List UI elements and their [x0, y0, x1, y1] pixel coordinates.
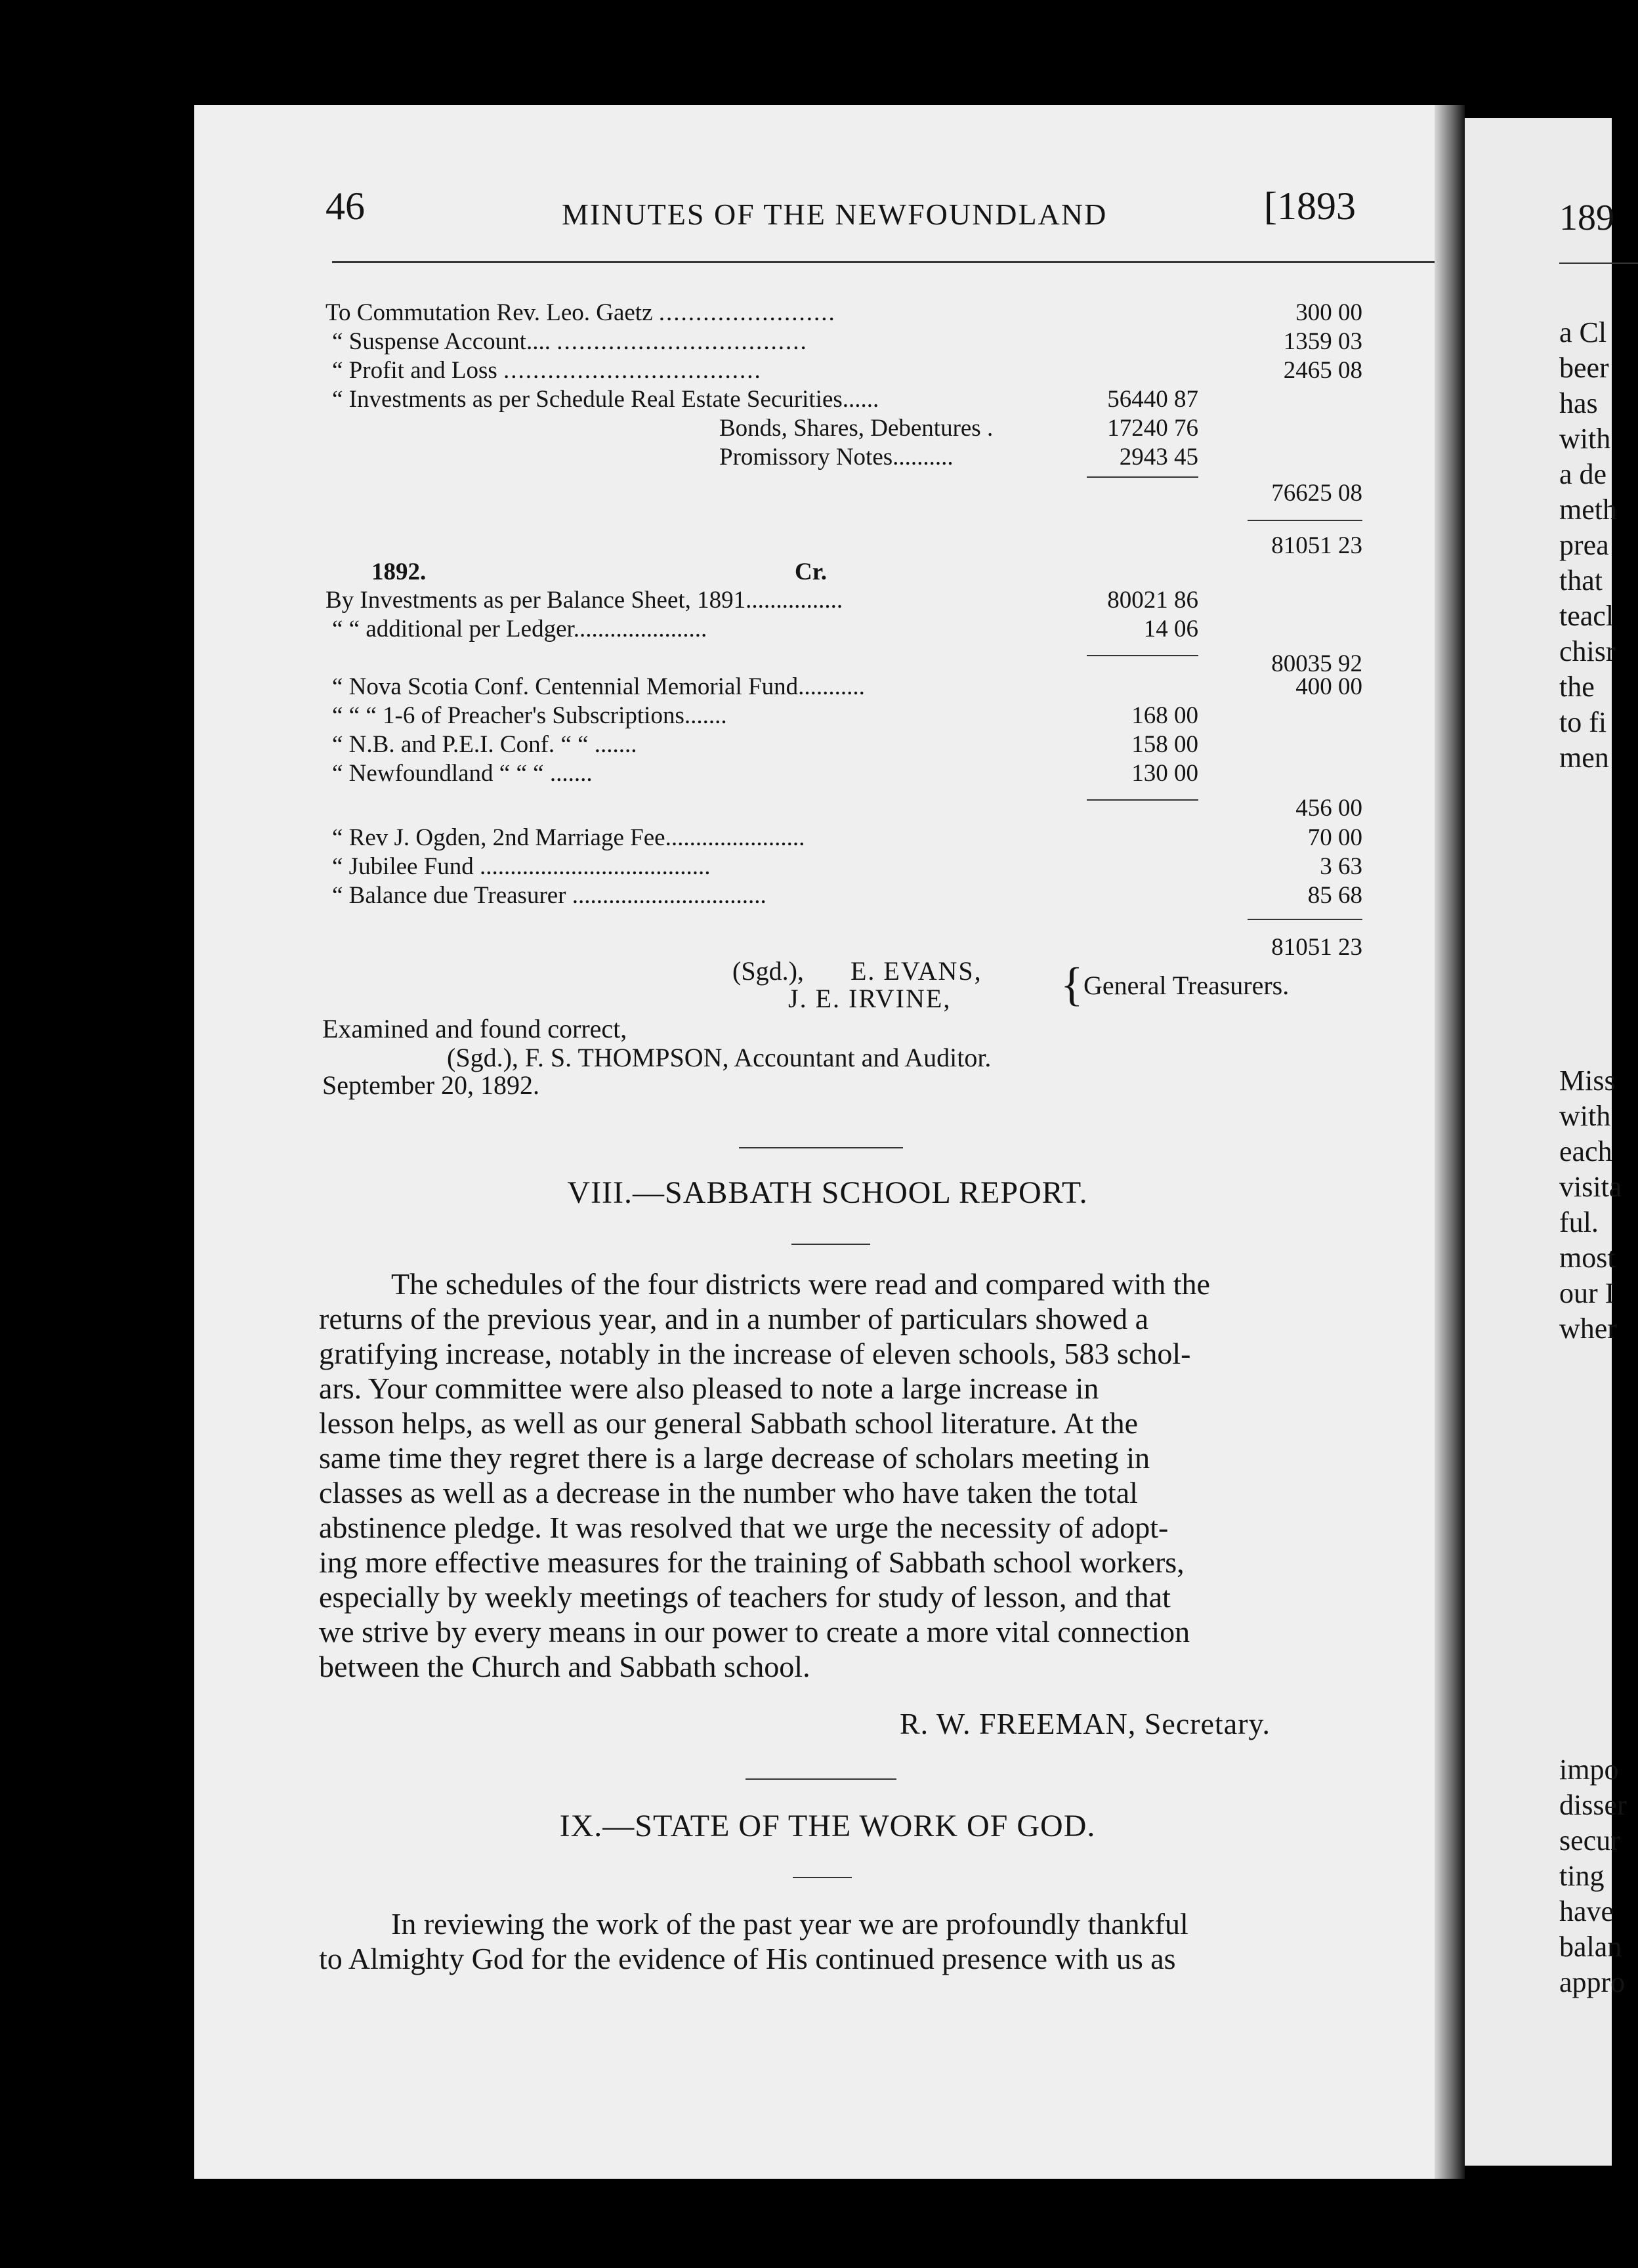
credit-amount: 158 00 — [1131, 731, 1198, 758]
preachers-total: 456 00 — [1295, 795, 1362, 822]
treasurer-name: E. EVANS, — [850, 956, 982, 986]
text-fragment: chisr — [1559, 635, 1616, 667]
credit-line: “ Balance due Treasurer ................................ — [332, 882, 766, 909]
total-rule — [1248, 520, 1362, 521]
text-line: especially by weekly meetings of teachers for study of lesson, and that — [319, 1580, 1171, 1614]
credit-line: “ N.B. and P.E.I. Conf. “ “ ....... — [332, 731, 637, 758]
cr-year: 1892. — [371, 558, 427, 585]
credit-line: “ “ additional per Ledger...................... — [332, 616, 707, 642]
section-heading: VIII.—SABBATH SCHOOL REPORT. — [567, 1175, 1088, 1210]
sabbath-report-paragraph — [319, 1267, 1553, 1684]
debit-total: 1359 03 — [1283, 328, 1362, 355]
right-page-block — [1559, 1752, 1627, 2000]
text-line: to Almighty God for the evidence of His continued presence with us as — [319, 1942, 1176, 1975]
book-gutter — [1435, 105, 1465, 2179]
debit-line: “ Suspense Account.... .................................. — [332, 328, 808, 355]
text-fragment: prea — [1559, 529, 1609, 561]
debit-total: 300 00 — [1295, 299, 1362, 326]
text-fragment: to fi — [1559, 706, 1607, 738]
text-fragment: balan — [1559, 1931, 1622, 1963]
debit-line: To Commutation Rev. Leo. Gaetz ........................ — [326, 299, 836, 326]
credit-line: “ Jubilee Fund ...................................... — [332, 853, 711, 880]
debit-grand-total: 81051 23 — [1271, 532, 1362, 559]
text-fragment: the — [1559, 671, 1595, 703]
header-rule — [1559, 262, 1638, 264]
cr-heading: Cr. — [795, 558, 827, 585]
text-line: gratifying increase, notably in the increase of eleven schools, 583 schol- — [319, 1337, 1191, 1370]
text-fragment: impo — [1559, 1754, 1619, 1786]
left-page — [194, 105, 1435, 2179]
section-heading: IX.—STATE OF THE WORK OF GOD. — [559, 1809, 1096, 1843]
work-of-god-paragraph — [319, 1906, 1553, 1976]
audit-line: Examined and found correct, — [322, 1014, 627, 1043]
sgd-mark: (Sgd.), — [732, 956, 804, 986]
text-line: In reviewing the work of the past year we are profoundly thankful — [391, 1907, 1188, 1941]
credit-line: “ “ “ 1-6 of Preacher's Subscriptions....... — [332, 702, 727, 729]
text-fragment: each — [1559, 1135, 1612, 1167]
credit-amount: 130 00 — [1131, 760, 1198, 787]
text-fragment: has — [1559, 387, 1598, 419]
text-line: same time they regret there is a large decrease of scholars meeting in — [319, 1441, 1150, 1475]
debit-line: “ Investments as per Schedule Real Estate Securities...... — [332, 386, 879, 413]
audit-date: September 20, 1892. — [322, 1070, 540, 1100]
text-fragment: most — [1559, 1242, 1616, 1274]
credit-grand-total: 81051 23 — [1271, 934, 1362, 961]
debit-total: 2465 08 — [1283, 357, 1362, 384]
treasurer-role: General Treasurers. — [1083, 971, 1290, 1000]
text-fragment: teacl — [1559, 600, 1614, 632]
section-signature: R. W. FREEMAN, Secretary. — [900, 1707, 1271, 1740]
investment-line: Bonds, Shares, Debentures . — [719, 415, 994, 442]
text-fragment: disser — [1559, 1789, 1627, 1821]
text-line: lesson helps, as well as our general Sabbath school literature. At the — [319, 1406, 1139, 1440]
credit-line: “ Rev J. Ogden, 2nd Marriage Fee....................... — [332, 824, 805, 851]
text-fragment: wher — [1559, 1312, 1617, 1345]
total-rule — [1248, 919, 1362, 920]
right-page-block — [1559, 315, 1617, 776]
page-number: 46 — [326, 184, 365, 228]
text-fragment: meth — [1559, 494, 1617, 526]
credit-amount: 80021 86 — [1107, 587, 1198, 614]
section-divider — [793, 1877, 852, 1878]
header-rule — [332, 261, 1559, 263]
text-fragment: appro — [1559, 1966, 1626, 1998]
text-fragment: secur — [1559, 1824, 1620, 1857]
right-page — [1465, 118, 1627, 2166]
treasurer-name: J. E. IRVINE, — [788, 984, 952, 1013]
credit-amount: 14 06 — [1143, 616, 1198, 642]
text-line: ing more effective measures for the training of Sabbath school workers, — [319, 1545, 1185, 1579]
text-fragment: beer — [1559, 352, 1609, 384]
text-line: ars. Your committee were also pleased to note a large increase in — [319, 1372, 1099, 1405]
credits-total: 80035 92 — [1271, 650, 1362, 677]
text-fragment: a Cl — [1559, 316, 1607, 348]
text-fragment: with — [1559, 1100, 1611, 1132]
text-fragment: that — [1559, 564, 1603, 597]
credit-total: 70 00 — [1307, 824, 1362, 851]
text-line: The schedules of the four districts were read and compared with the — [391, 1267, 1210, 1301]
credit-line: “ Newfoundland “ “ “ ....... — [332, 760, 593, 787]
text-line: we strive by every means in our power to create a more vital connection — [319, 1615, 1190, 1648]
text-fragment: visita — [1559, 1171, 1622, 1203]
text-fragment: ful. — [1559, 1206, 1599, 1238]
credit-line: By Investments as per Balance Sheet, 1891................ — [326, 587, 843, 614]
text-line: returns of the previous year, and in a number of particulars showed a — [319, 1302, 1149, 1335]
audit-line: (Sgd.), F. S. THOMPSON, Accountant and Auditor. — [447, 1043, 992, 1072]
investment-amount: 2943 45 — [1119, 444, 1198, 471]
brace: { — [1060, 958, 1083, 1011]
debit-amount: 56440 87 — [1107, 386, 1198, 413]
credit-amount: 168 00 — [1131, 702, 1198, 729]
section-divider — [791, 1244, 870, 1245]
credit-total: 85 68 — [1307, 882, 1362, 909]
text-fragment: have — [1559, 1895, 1614, 1927]
investment-amount: 17240 76 — [1107, 415, 1198, 442]
text-line: classes as well as a decrease in the number who have taken the total — [319, 1476, 1138, 1509]
text-fragment: Miss — [1559, 1064, 1616, 1097]
subtotal-rule — [1087, 476, 1198, 478]
text-fragment: with — [1559, 423, 1611, 455]
text-line: abstinence pledge. It was resolved that we urge the necessity of adopt- — [319, 1511, 1169, 1544]
text-fragment: our I — [1559, 1277, 1615, 1309]
text-fragment: men — [1559, 742, 1609, 774]
section-divider — [746, 1778, 896, 1780]
credit-total: 400 00 — [1295, 673, 1362, 700]
header-year: [1893 — [1264, 184, 1356, 228]
running-title: MINUTES OF THE NEWFOUNDLAND — [562, 198, 1108, 231]
credit-line: “ Nova Scotia Conf. Centennial Memorial Fund........... — [332, 673, 865, 700]
credit-total: 3 63 — [1320, 853, 1362, 880]
text-line: between the Church and Sabbath school. — [319, 1650, 810, 1683]
investment-line: Promissory Notes.......... — [719, 444, 954, 471]
right-page-block — [1559, 1063, 1622, 1347]
text-fragment: a de — [1559, 458, 1607, 490]
subtotal-rule — [1087, 799, 1198, 801]
right-page-header: 189 — [1559, 198, 1614, 238]
section-divider — [739, 1147, 903, 1148]
debit-line: “ Profit and Loss ................................... — [332, 357, 762, 384]
subtotal-rule — [1087, 655, 1198, 656]
investments-total: 76625 08 — [1271, 480, 1362, 507]
text-fragment: ting — [1559, 1860, 1605, 1892]
